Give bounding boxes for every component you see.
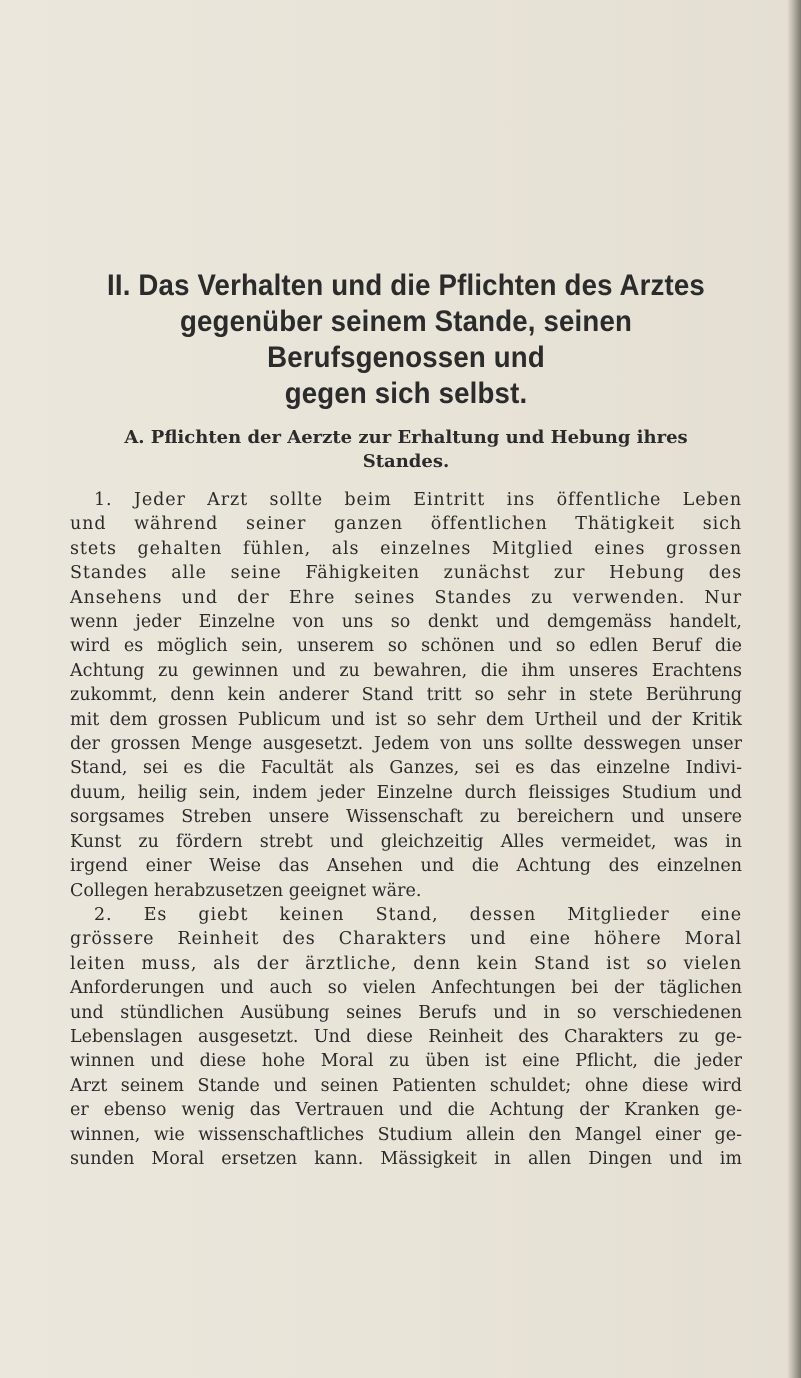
text-line: wird es möglich sein, unserem so schönen und so edlen Beruf die (70, 636, 742, 657)
text-line: mit dem grossen Publicum und ist so sehr dem Urtheil und der Kritik (70, 709, 742, 730)
section-heading-line: A. Pflichten der Aerzte zur Erhaltung und Hebung ihres (124, 427, 688, 448)
text-line: duum, heilig sein, indem jeder Einzelne durch fleissiges Studium und (70, 782, 742, 803)
text-line: er ebenso wenig das Vertrauen und die Achtung der Kranken ge- (70, 1100, 742, 1121)
text-line: und während seiner ganzen öffentlichen Thätigkeit sich (70, 514, 742, 535)
chapter-heading-line: II. Das Verhalten und die Pflichten des Arztes (107, 269, 705, 302)
text-line: winnen, wie wissenschaftliches Studium allein den Mangel einer ge- (70, 1124, 742, 1145)
text-line: und stündlichen Ausübung seines Berufs und in so verschiedenen (70, 1002, 742, 1023)
text-line: der grossen Menge ausgesetzt. Jedem von uns sollte desswegen unser (70, 734, 742, 755)
page-edge-shadow (787, 0, 801, 1378)
text-line: zukommt, denn kein anderer Stand tritt so sehr in stete Berührung (70, 685, 742, 706)
text-line: sunden Moral ersetzen kann. Mässigkeit in allen Dingen und im (70, 1148, 742, 1169)
paragraph-2 (70, 903, 742, 1171)
chapter-heading (97, 268, 715, 412)
text-line: irgend einer Weise das Ansehen und die Achtung des einzelnen (70, 856, 742, 877)
text-line: Lebenslagen ausgesetzt. Und diese Reinheit des Charakters zu ge- (70, 1026, 742, 1047)
section-heading-line: Standes. (362, 451, 450, 472)
text-line: grössere Reinheit des Charakters und eine höhere Moral (70, 929, 742, 950)
text-line: stets gehalten fühlen, als einzelnes Mitglied eines grossen (70, 538, 742, 559)
text-line: Achtung zu gewinnen und zu bewahren, die ihm unseres Erachtens (70, 660, 742, 681)
section-heading (70, 426, 742, 474)
paragraph-1 (70, 488, 742, 903)
text-line: Anforderungen und auch so vielen Anfechtungen bei der täglichen (70, 978, 742, 999)
text-line: Collegen herabzusetzen geeignet wäre. (70, 880, 422, 901)
text-line: Stand, sei es die Facultät als Ganzes, sei es das einzelne Indivi- (70, 758, 742, 779)
text-line: Kunst zu fördern strebt und gleichzeitig Alles vermeidet, was in (70, 831, 742, 852)
text-line: 1. Jeder Arzt sollte beim Eintritt ins öffentliche Leben (94, 490, 742, 510)
chapter-heading-line: gegenüber seinem Stande, seinen Berufsgenossen und (179, 305, 633, 374)
text-line: winnen und diese hohe Moral zu üben ist eine Pflicht, die jeder (70, 1051, 742, 1072)
text-line: Arzt seinem Stande und seinen Patienten schuldet; ohne diese wird (70, 1075, 742, 1096)
text-line: sorgsames Streben unsere Wissenschaft zu bereichern und unsere (70, 807, 742, 828)
text-line: leiten muss, als der ärztliche, denn kein Stand ist so vielen (70, 953, 742, 974)
chapter-heading-line: gegen sich selbst. (284, 377, 528, 410)
text-line: wenn jeder Einzelne von uns so denkt und demgemäss handelt, (70, 612, 742, 633)
text-line: Standes alle seine Fähigkeiten zunächst zur Hebung des (70, 563, 742, 584)
page-content (70, 268, 742, 1171)
text-line: 2. Es giebt keinen Stand, dessen Mitglieder eine (94, 904, 742, 925)
text-line: Ansehens und der Ehre seines Standes zu verwenden. Nur (70, 587, 742, 608)
